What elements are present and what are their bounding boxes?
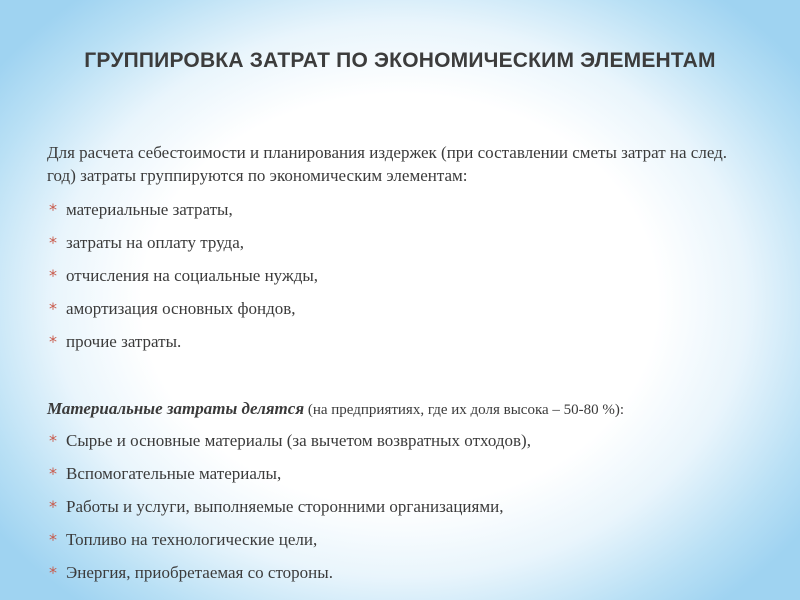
list-item: [49, 424, 531, 457]
list-item-text: Сырье и основные материалы (за вычетом возвратных отходов),: [66, 431, 531, 450]
material-heading-note: (на предприятиях, где их доля высока – 50-80 %):: [304, 402, 625, 418]
list-item: [49, 226, 318, 259]
list-item-text: Вспомогательные материалы,: [66, 464, 282, 483]
asterisk-bullet-icon: *: [49, 299, 57, 318]
list-item-text: амортизация основных фондов,: [66, 299, 296, 318]
material-heading-text: Материальные затраты делятся: [47, 399, 305, 418]
asterisk-bullet-icon: *: [49, 431, 57, 450]
material-costs-list: [49, 424, 531, 589]
list-item: [49, 457, 531, 490]
list-item: [49, 292, 318, 325]
list-item: [49, 193, 318, 226]
list-item: [49, 325, 318, 358]
asterisk-bullet-icon: *: [49, 332, 57, 351]
slide-title: ГРУППИРОВКА ЗАТРАТ ПО ЭКОНОМИЧЕСКИМ ЭЛЕМЕНТАМ: [84, 49, 716, 72]
economic-elements-list: [49, 193, 318, 358]
asterisk-bullet-icon: *: [49, 497, 57, 516]
list-item-text: затраты на оплату труда,: [66, 233, 244, 252]
list-item: [49, 490, 531, 523]
list-item-text: прочие затраты.: [66, 332, 182, 351]
intro-paragraph: Для расчета себестоимости и планирования издержек (при составлении сметы затрат на след. год) затраты группируются по экономическим элементам:: [47, 143, 728, 185]
list-item: [49, 523, 531, 556]
asterisk-bullet-icon: *: [49, 464, 57, 483]
list-item: [49, 556, 531, 589]
material-costs-heading: [47, 397, 767, 422]
list-item-text: Работы и услуги, выполняемые сторонними организациями,: [66, 497, 504, 516]
asterisk-bullet-icon: *: [49, 200, 57, 219]
list-item-text: материальные затраты,: [66, 200, 233, 219]
list-item-text: Топливо на технологические цели,: [66, 530, 318, 549]
asterisk-bullet-icon: *: [49, 233, 57, 252]
list-item-text: Энергия, приобретаемая со стороны.: [66, 563, 333, 582]
asterisk-bullet-icon: *: [49, 530, 57, 549]
list-item-text: отчисления на социальные нужды,: [66, 266, 319, 285]
asterisk-bullet-icon: *: [49, 563, 57, 582]
list-item: [49, 259, 318, 292]
asterisk-bullet-icon: *: [49, 266, 57, 285]
